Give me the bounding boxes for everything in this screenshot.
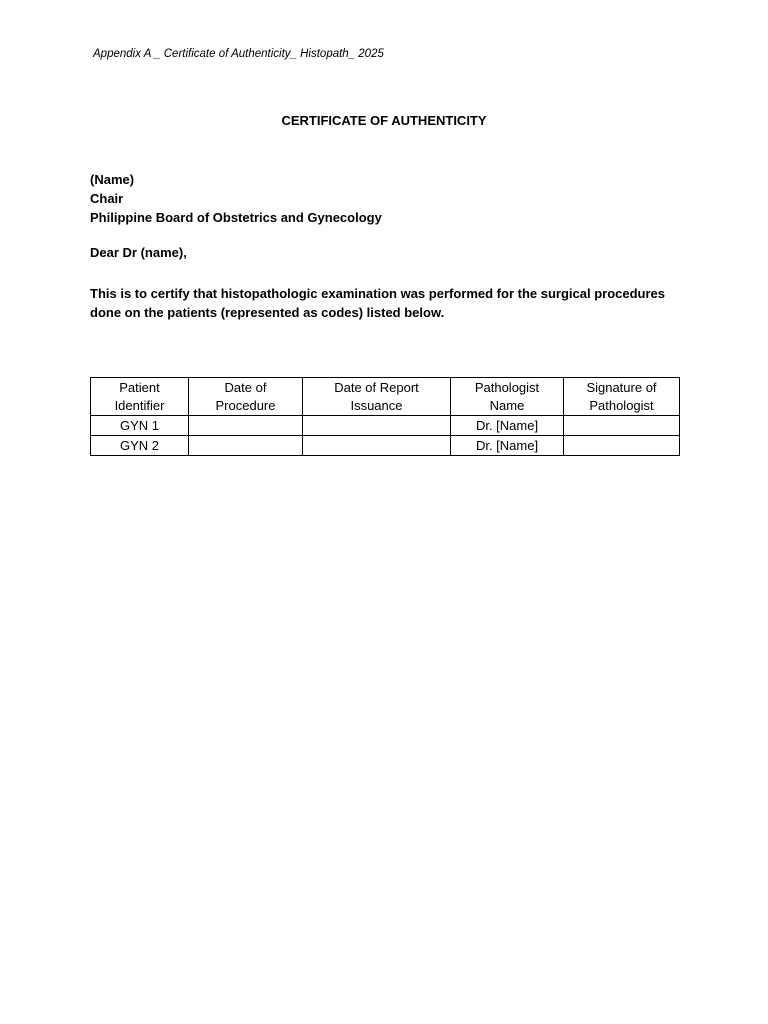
header-patient-identifier [91,378,189,416]
salutation: Dear Dr (name), [90,245,187,260]
header-line: Identifier [114,397,165,413]
table-row [91,416,680,436]
header-line: Patient [119,379,160,395]
cell-date-of-report-issuance [303,416,451,436]
header-line: Date of Report [334,379,419,395]
cell-signature-of-pathologist [564,416,680,436]
table-row [91,436,680,456]
header-signature-of-pathologist [564,378,680,416]
cell-patient-identifier: GYN 2 [91,436,189,456]
cell-signature-of-pathologist [564,436,680,456]
certification-statement: This is to certify that histopathologic examination was performed for the surgical procedures done on the patients (represented as codes) listed below. [90,286,665,320]
header-note: Appendix A _ Certificate of Authenticity_ Histopath_ 2025 [93,48,384,60]
header-date-of-procedure [189,378,303,416]
header-date-of-report-issuance [303,378,451,416]
header-line: Pathologist [589,397,654,413]
cell-date-of-procedure [189,436,303,456]
header-line: Procedure [215,397,276,413]
cell-patient-identifier: GYN 1 [91,416,189,436]
cell-pathologist-name: Dr. [Name] [451,416,564,436]
recipient-organization: Philippine Board of Obstetrics and Gynecology [90,210,382,225]
recipient-position: Chair [90,191,124,206]
recipient-name: (Name) [90,172,135,187]
cell-date-of-report-issuance [303,436,451,456]
header-line: Signature of [586,379,657,395]
recipient-block [90,170,382,227]
header-line: Name [489,397,525,413]
table-header-row [91,378,680,416]
patient-table [90,377,680,456]
cell-date-of-procedure [189,416,303,436]
header-line: Pathologist [474,379,540,395]
header-line: Issuance [350,397,403,413]
header-pathologist-name [451,378,564,416]
document-title: CERTIFICATE OF AUTHENTICITY [281,113,487,128]
cell-pathologist-name: Dr. [Name] [451,436,564,456]
header-line: Date of [224,379,267,395]
